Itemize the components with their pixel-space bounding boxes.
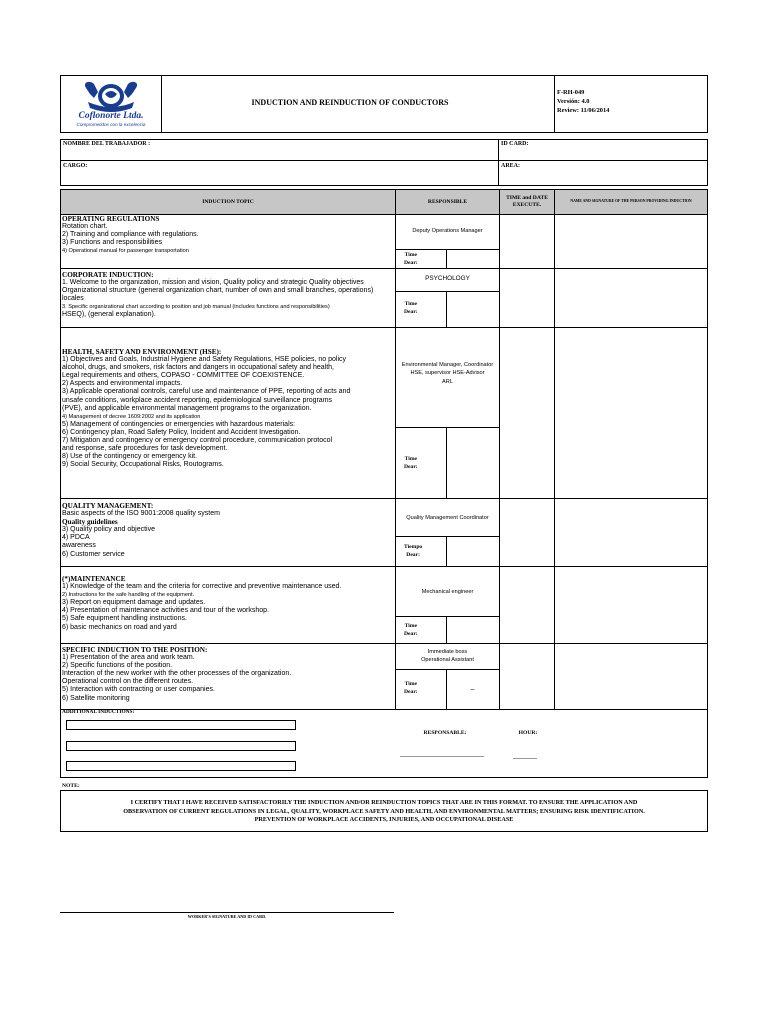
responsible-cell: Immediate boss Operational Assistant bbox=[421, 649, 474, 663]
worker-info-colline bbox=[498, 139, 499, 186]
header-divider-left bbox=[161, 75, 162, 133]
header-responsible: RESPONSIBLE bbox=[427, 199, 468, 205]
date-execute-cell[interactable] bbox=[500, 499, 553, 565]
signature-cell[interactable] bbox=[555, 215, 706, 267]
time-label: Time Dear: bbox=[404, 456, 418, 470]
table-row: HEALTH, SAFETY AND ENVIRONMENT (HSE): 1) Objectives and Goals, Industrial Hygiene and Safety Regulations, HSE policies, no policy alcohol, drugs, and smokers, risk factors and dangers in occupational safety and health, Legal requirements and others, COPASO - COMMITTEE OF COEXISTENCE. 2) Aspects and environmental impacts. 3) Applicable operational controls, careful use and maintenance of PPE, reporting of acts and unsafe conditions, workplace accident reporting, epidemiological surveillance programs (PVE), and applicable environmental management programs to the organization. 4) Management of decree 1609:2002 and its application 5) Management of contingencies or emergencies with hazardous materials: 6) Contingency plan, Road Safety Policy, Incident and Accident Investigation. 7) Mitigation and contingency or emergency control procedure, communication protocol and response, safe procedures for task development. 8) Use of the contingency or emergency kit. 9) Social Security, Occupational Risks, Routograms. bbox=[62, 348, 351, 469]
worker-name-label: NOMBRE DEL TRABAJADOR : bbox=[63, 141, 151, 147]
area-field[interactable] bbox=[530, 162, 705, 184]
responsible-cell: Deputy Operations Manager bbox=[412, 228, 483, 234]
time-input[interactable] bbox=[447, 292, 498, 326]
row-line bbox=[60, 709, 708, 710]
date-execute-cell[interactable] bbox=[500, 328, 553, 497]
company-tagline: Comprometidos con la excelencia bbox=[76, 122, 146, 127]
time-value[interactable]: – bbox=[470, 686, 475, 693]
additional-hour-label: HOUR: bbox=[518, 730, 538, 736]
position-field[interactable] bbox=[100, 162, 496, 184]
form-review: Review: 11/06/2014 bbox=[557, 107, 610, 114]
worker-info-rowline bbox=[60, 160, 708, 161]
header-induction-topic: INDUCTION TOPIC bbox=[202, 199, 254, 205]
additional-hour-line[interactable] bbox=[513, 758, 537, 759]
responsible-cell: Quality Management Coordinator bbox=[406, 515, 489, 521]
certification-text: I CERTIFY THAT I HAVE RECEIVED SATISFACTORILY THE INDUCTION AND/OR REINDUCTION TOPICS THAT ARE IN THIS FORMAT. TO ENSURE THE APPLICATION AND OBSERVATION OF CURRENT REGULATIONS IN LEGAL, QUALITY, WORKPLACE SAFETY AND HEALTH, AND ENVIRONMENTAL MATTERS; ENSURING RISK IDENTIFICATION. PREVENTION OF WORKPLACE ACCIDENTS, INJURIES, AND OCCUPATIONAL DISEASE bbox=[123, 799, 645, 823]
form-code: F-RH-049 bbox=[557, 89, 585, 96]
table-row: CORPORATE INDUCTION: 1. Welcome to the organization, mission and vision, Quality policy and strategic Quality objectives Organizational structure (general organization chart, number of own and small branches, operations) locales 3. Specific organizational chart according to position and job manual (includes functions and responsibilities) HSEQ), (general explanation). bbox=[62, 271, 374, 319]
date-execute-cell[interactable] bbox=[500, 215, 553, 267]
signature-cell[interactable] bbox=[555, 644, 706, 708]
time-input[interactable] bbox=[447, 250, 498, 267]
additional-inductions-label: ADDITIONAL INDUCTIONS: bbox=[62, 709, 135, 715]
time-cell-line bbox=[395, 669, 499, 670]
responsible-cell: Mechanical engineer bbox=[421, 589, 474, 595]
date-execute-cell[interactable] bbox=[500, 567, 553, 642]
table-row: OPERATING REGULATIONS Rotation chart. 2) Training and compliance with regulations. 3) Functions and responsibilities 4) Operational manual for passenger transportation bbox=[62, 215, 199, 255]
signature-cell[interactable] bbox=[555, 269, 706, 326]
additional-induction-input-2[interactable] bbox=[66, 741, 296, 751]
time-label: Time Dear: bbox=[404, 252, 418, 266]
worker-signature-line[interactable] bbox=[60, 912, 394, 913]
header-divider-right bbox=[554, 75, 555, 133]
time-input[interactable] bbox=[447, 537, 498, 565]
table-row: (*)MAINTENANCE 1) Knowledge of the team and the criteria for corrective and preventive maintenance used. 2) Instructions for the safe handling of the equipment. 3) Report on equipment damage and updates. 4) Presentation of maintenance activities and tour of the workshop. 5) Safe equipment handling instructions. 6) basic mechanics on road and yard bbox=[62, 575, 342, 631]
date-execute-cell[interactable] bbox=[500, 269, 553, 326]
id-card-label: ID CARD: bbox=[501, 141, 529, 147]
time-label: Time Dear: bbox=[404, 681, 418, 695]
time-input[interactable] bbox=[447, 617, 498, 642]
table-row: SPECIFIC INDUCTION TO THE POSITION: 1) Presentation of the area and work team. 2) Specific functions of the position. Interaction of the new worker with the other processes of the organization. Operational control on the different routes. 5) Interaction with contracting or user companies. 6) Satellite monitoring bbox=[62, 646, 292, 702]
form-version: Versión: 4.0 bbox=[557, 98, 590, 105]
additional-induction-input-3[interactable] bbox=[66, 761, 296, 771]
header-time-date: TIME and DATE EXECUTE. bbox=[506, 195, 548, 208]
time-label: Time Dear: bbox=[404, 623, 418, 637]
date-execute-cell[interactable] bbox=[500, 644, 553, 708]
time-input[interactable] bbox=[447, 428, 498, 497]
id-card-field[interactable] bbox=[535, 140, 705, 159]
additional-responsible-line[interactable] bbox=[400, 756, 484, 757]
area-label: AREA: bbox=[501, 163, 520, 169]
signature-cell[interactable] bbox=[555, 567, 706, 642]
signature-cell[interactable] bbox=[555, 328, 706, 497]
header-signature: NAME AND SIGNATURE OF THE PERSON PROVIDING INDUCTION bbox=[570, 199, 692, 203]
responsible-cell: PSYCHOLOGY bbox=[425, 275, 470, 282]
signature-cell[interactable] bbox=[555, 499, 706, 565]
responsible-cell: Environmental Manager, Coordinator HSE, supervisor HSE-Advisor ARL bbox=[401, 362, 494, 385]
worker-signature-label: WORKER'S SIGNATURE AND ID CARD. bbox=[187, 914, 267, 919]
note-label: NOTE: bbox=[62, 783, 80, 789]
additional-induction-input-1[interactable] bbox=[66, 720, 296, 730]
time-label: Time Dear: bbox=[404, 301, 418, 315]
worker-name-field[interactable] bbox=[160, 140, 496, 159]
table-row: QUALITY MANAGEMENT: Basic aspects of the ISO 9001:2008 quality system Quality guidelines 3) Quality policy and objective 4) PDCA awareness 6) Customer service bbox=[62, 502, 220, 558]
position-label: CARGO: bbox=[63, 163, 88, 169]
form-title: INDUCTION AND REINDUCTION OF CONDUCTORS bbox=[251, 98, 449, 107]
time-label: Tiempo Dear: bbox=[404, 544, 423, 558]
company-name: Coflonorte Ltda. bbox=[78, 111, 144, 121]
additional-responsible-label: RESPONSABLE: bbox=[423, 730, 467, 736]
